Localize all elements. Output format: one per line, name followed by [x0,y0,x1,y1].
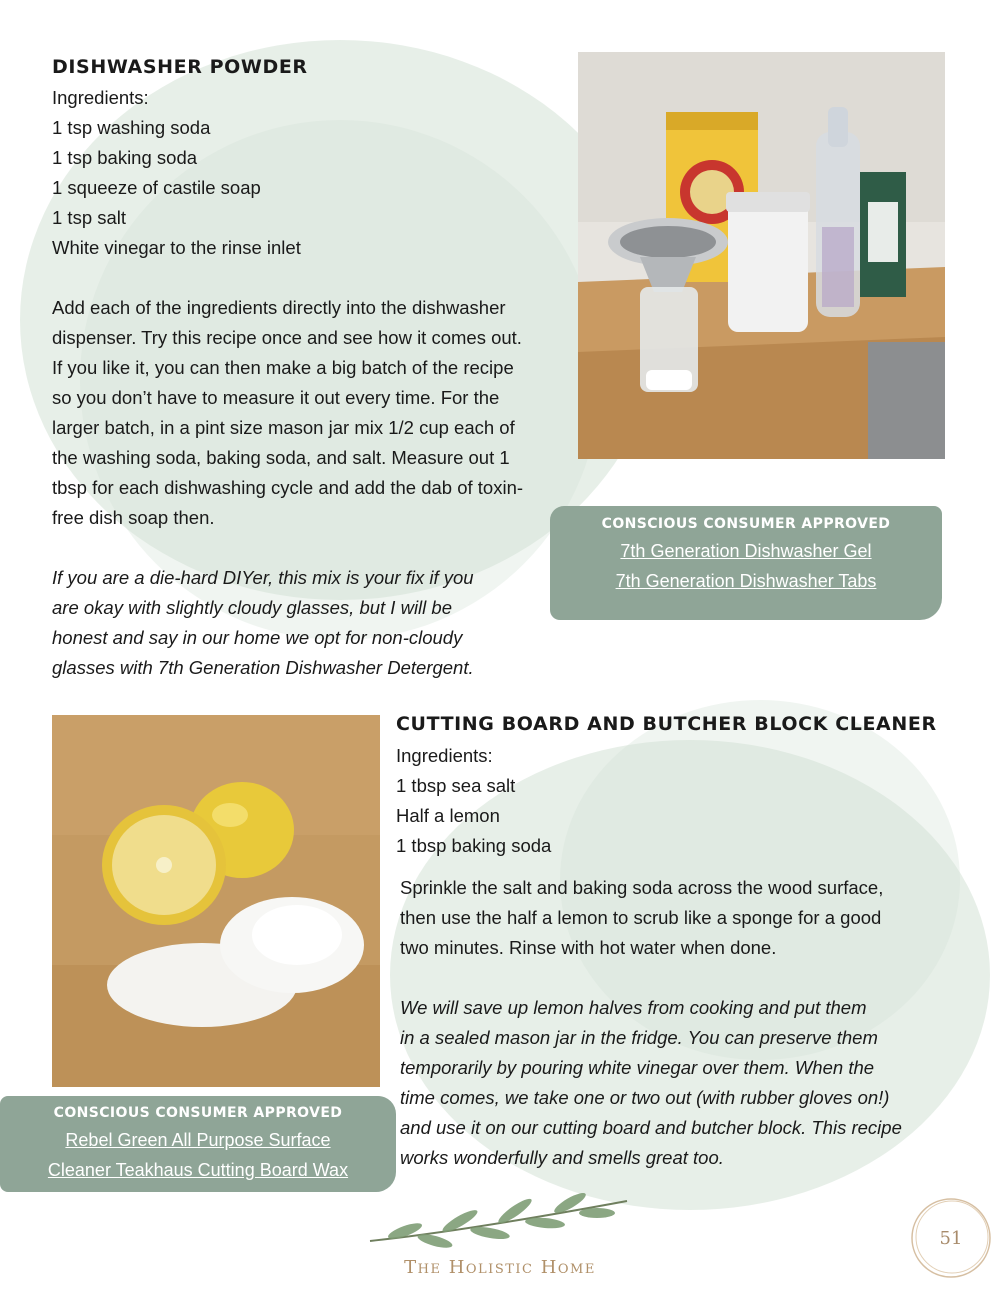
instruction-line: Add each of the ingredients directly into the dishwasher [52,297,506,318]
instruction-line: then use the half a lemon to scrub like a sponge for a good [400,907,882,928]
ingredient-item: Half a lemon [396,805,500,826]
instruction-line: free dish soap then. [52,507,215,528]
instruction-line: the washing soda, baking soda, and salt. Measure out 1 [52,447,510,468]
dishwasher-supplies-photo [578,52,945,459]
instruction-line: Sprinkle the salt and baking soda across the wood surface, [400,877,884,898]
ingredient-item: White vinegar to the rinse inlet [52,237,301,258]
dishwasher-instructions [52,293,562,533]
note-line: glasses with 7th Generation Dishwasher Detergent. [52,657,474,678]
link-teakhaus-board-wax[interactable]: Cleaner Teakhaus Cutting Board Wax [47,1160,349,1180]
cutting-board-instructions [400,873,950,963]
ingredient-item: 1 tsp salt [52,207,127,228]
ingredient-item: 1 tbsp sea salt [396,775,516,796]
note-line: are okay with slightly cloudy glasses, but I will be [52,597,452,618]
instruction-line: larger batch, in a pint size mason jar mix 1/2 cup each of [52,417,515,438]
lemon-salt-photo [52,715,380,1087]
note-line: honest and say in our home we opt for non-cloudy [52,627,463,648]
page-number-circle [908,1195,994,1281]
ingredient-item: 1 squeeze of castile soap [52,177,261,198]
badge-title: CONSCIOUS CONSUMER APPROVED [53,1105,343,1121]
cutting-board-ingredients [396,741,551,861]
lemon-salt-illustration [52,715,380,1087]
cutting-board-title: CUTTING BOARD AND BUTCHER BLOCK CLEANER [396,713,937,735]
note-line: time comes, we take one or two out (with rubber gloves on!) [400,1087,890,1108]
note-line: If you are a die-hard DIYer, this mix is your fix if you [52,567,474,588]
leaf-branch-icon [365,1193,635,1258]
instruction-line: tbsp for each dishwashing cycle and add the dab of toxin- [52,477,524,498]
dishwasher-powder-title: DISHWASHER POWDER [52,56,308,78]
cutting-board-note [400,993,960,1173]
instruction-line: If you like it, you can then make a big batch of the recipe [52,357,514,378]
ingredients-label: Ingredients: [396,745,493,766]
note-line: temporarily by pouring white vinegar over them. When the [400,1057,875,1078]
note-line: in a sealed mason jar in the fridge. You can preserve them [400,1027,878,1048]
ingredient-item: 1 tbsp baking soda [396,835,552,856]
note-line: We will save up lemon halves from cooking and put them [400,997,867,1018]
conscious-consumer-badge-2 [0,1096,396,1192]
badge-title: CONSCIOUS CONSUMER APPROVED [601,516,891,532]
ingredient-item: 1 tsp washing soda [52,117,211,138]
instruction-line: two minutes. Rinse with hot water when done. [400,937,777,958]
footer-brand: The Holistic Home [404,1257,596,1278]
dishwasher-ingredients [52,83,301,263]
link-rebel-green-cleaner[interactable]: Rebel Green All Purpose Surface [65,1130,331,1150]
dishwasher-note [52,563,532,683]
note-line: and use it on our cutting board and butcher block. This recipe [400,1117,902,1138]
instruction-line: so you don’t have to measure it out every time. For the [52,387,500,408]
link-7th-generation-gel[interactable]: 7th Generation Dishwasher Gel [620,541,872,561]
ingredients-label: Ingredients: [52,87,149,108]
ingredient-item: 1 tsp baking soda [52,147,198,168]
dishwasher-supplies-illustration [578,52,945,459]
note-line: works wonderfully and smells great too. [400,1147,724,1168]
page-number: 51 [939,1228,963,1249]
instruction-line: dispenser. Try this recipe once and see how it comes out. [52,327,522,348]
conscious-consumer-badge-1 [550,506,942,620]
link-7th-generation-tabs[interactable]: 7th Generation Dishwasher Tabs [615,571,877,591]
